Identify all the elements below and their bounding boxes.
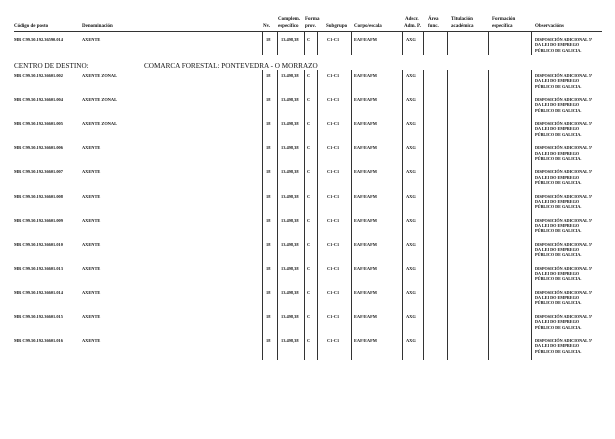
header-area-2: func. (428, 24, 439, 29)
row-complem: 13.498,38 (281, 217, 299, 223)
row-subgrupo: C1-C1 (327, 193, 340, 199)
header-titulacion-1: Titulación (451, 17, 473, 22)
row-adscr: AXG (406, 338, 416, 344)
column-rule (262, 32, 263, 55)
row-complem: 13.498,38 (281, 241, 299, 247)
header-formacion-2: específica (492, 24, 513, 29)
row-adscr: AXG (406, 169, 416, 175)
row-nv: 18 (266, 97, 271, 103)
row-nv: 18 (266, 121, 271, 127)
obs-line: DA LEI DO EMPREGO (535, 222, 580, 228)
obs-line: PÚBLICO DE GALICIA. (535, 131, 582, 137)
row-codigo: MR C99.50.192.36601.009 (14, 217, 63, 223)
row-denominacion: AXENTE ZONAL (82, 97, 118, 103)
header-complem-1: Complem. (278, 17, 301, 22)
row-forma: C (307, 265, 311, 271)
obs-line: DISPOSICIÓN ADICIONAL 5ª (535, 145, 593, 151)
row-codigo: MR C99.50.192.36601.014 (14, 289, 63, 295)
obs-line: PÚBLICO DE GALICIA. (535, 252, 582, 258)
row-subgrupo: C1-C1 (327, 97, 340, 103)
first-row-denominacion: AXENTE (82, 37, 101, 42)
row-complem: 13.498,38 (281, 73, 299, 78)
row-complem: 13.498,38 (281, 97, 299, 103)
row-subgrupo: C1-C1 (327, 265, 340, 271)
row-subgrupo: C1-C1 (327, 145, 340, 151)
row-forma: C (307, 289, 311, 295)
column-rule (447, 70, 448, 360)
row-nv: 18 (266, 265, 271, 271)
comarca-heading: COMARCA FORESTAL: PONTEVEDRA - O MORRAZO (144, 62, 318, 70)
column-rule (531, 32, 532, 55)
column-rule (402, 70, 403, 360)
obs-line: DISPOSICIÓN ADICIONAL 5ª (535, 289, 593, 295)
column-rule (317, 70, 318, 360)
header-subgrupo: Subgrupo (326, 24, 348, 29)
first-row-codigo: MR C99.50.192.36590.014 (14, 37, 63, 42)
obs-line: DA LEI DO EMPREGO (535, 150, 580, 156)
row-complem: 13.498,38 (281, 193, 299, 199)
column-rule (531, 70, 532, 360)
obs-line: PÚBLICO DE GALICIA. (535, 276, 582, 282)
row-subgrupo: C1-C1 (327, 314, 340, 319)
row-adscr: AXG (406, 145, 416, 151)
row-observaciones (535, 169, 615, 185)
row-codigo: MR C99.50.192.36601.007 (14, 169, 63, 175)
obs-line: PÚBLICO DE GALICIA. (535, 300, 582, 306)
row-nv: 18 (266, 169, 271, 175)
column-rule (351, 70, 352, 360)
row-forma: C (307, 145, 311, 151)
obs-line: PÚBLICO DE GALICIA. (535, 228, 582, 234)
obs-line: DISPOSICIÓN ADICIONAL 5ª (535, 121, 593, 127)
obs-line: DA LEI DO EMPREGO (535, 78, 580, 84)
column-rule (317, 32, 318, 55)
row-forma: C (307, 217, 311, 223)
obs-line: DISPOSICIÓN ADICIONAL 5ª (535, 265, 593, 271)
header-forma-1: Forma (305, 17, 320, 22)
header-corpo: Corpo/escala (354, 24, 382, 29)
row-observaciones (535, 290, 615, 306)
row-complem: 13.498,38 (281, 169, 299, 175)
header-formacion-1: Formación (492, 17, 516, 22)
first-row-observaciones (535, 37, 615, 53)
row-subgrupo: C1-C1 (327, 338, 340, 344)
row-forma: C (307, 169, 311, 175)
obs-line: DA LEI DO EMPREGO (535, 174, 580, 180)
header-adscr-2: Adm. P. (404, 24, 421, 29)
row-codigo: MR C99.50.192.36601.016 (14, 338, 63, 344)
obs-line: DISPOSICIÓN ADICIONAL 5ª (535, 193, 593, 199)
row-adscr: AXG (406, 217, 416, 223)
row-forma: C (307, 241, 311, 247)
row-adscr: AXG (406, 193, 416, 199)
row-adscr: AXG (406, 265, 416, 271)
obs-line: DISPOSICIÓN ADICIONAL 5ª (535, 338, 593, 344)
row-subgrupo: C1-C1 (327, 217, 340, 223)
row-denominacion: AXENTE ZONAL (82, 73, 118, 78)
row-nv: 18 (266, 193, 271, 199)
row-denominacion: AXENTE (82, 193, 101, 199)
row-observaciones (535, 121, 615, 137)
row-codigo: MR C99.50.192.36601.004 (14, 97, 63, 103)
row-denominacion: AXENTE (82, 314, 101, 319)
obs-line: PÚBLICO DE GALICIA. (535, 83, 582, 89)
obs-line: DA LEI DO EMPREGO (535, 246, 580, 252)
row-adscr: AXG (406, 289, 416, 295)
row-forma: C (307, 73, 311, 78)
row-complem: 13.498,38 (281, 265, 299, 271)
row-forma: C (307, 97, 311, 103)
first-row-nv: 18 (266, 37, 271, 42)
row-codigo: MR C99.50.192.36601.013 (14, 265, 63, 271)
obs-line: PÚBLICO DE GALICIA. (535, 47, 582, 53)
row-corpo: EAF/EAFM (354, 73, 377, 78)
column-rule (277, 70, 278, 360)
row-observaciones (535, 194, 615, 210)
header-denominacion: Denominación (82, 24, 113, 29)
row-corpo: EAF/EAFM (354, 169, 377, 175)
row-observaciones (535, 242, 615, 258)
row-nv: 18 (266, 338, 271, 344)
row-denominacion: AXENTE (82, 241, 101, 247)
header-complem-2: específico (278, 24, 299, 29)
row-corpo: EAF/EAFM (354, 314, 377, 319)
row-observaciones (535, 266, 615, 282)
column-rule (304, 70, 305, 360)
obs-line: PÚBLICO DE GALICIA. (535, 348, 582, 354)
row-codigo: MR C99.50.192.36601.010 (14, 241, 63, 247)
row-denominacion: AXENTE (82, 265, 101, 271)
row-observaciones (535, 338, 615, 354)
row-corpo: EAF/EAFM (354, 145, 377, 151)
row-forma: C (307, 314, 311, 319)
obs-line: DISPOSICIÓN ADICIONAL 5ª (535, 73, 593, 78)
row-denominacion: AXENTE (82, 338, 101, 344)
header-area-1: Área (428, 17, 439, 22)
first-row-complem: 13.498,38 (281, 37, 299, 42)
column-rule (488, 70, 489, 360)
column-rule (262, 70, 263, 360)
centro-destino-label: CENTRO DE DESTINO: (14, 62, 89, 70)
obs-line: DA LEI DO EMPREGO (535, 198, 580, 204)
obs-line: DISPOSICIÓN ADICIONAL 5ª (535, 241, 593, 247)
row-denominacion: AXENTE (82, 217, 101, 223)
row-nv: 18 (266, 314, 271, 319)
row-observaciones (535, 218, 615, 234)
row-forma: C (307, 121, 311, 127)
row-codigo: MR C99.50.192.36601.006 (14, 145, 63, 151)
row-subgrupo: C1-C1 (327, 289, 340, 295)
row-codigo: MR C99.50.192.36601.015 (14, 314, 63, 319)
row-subgrupo: C1-C1 (327, 169, 340, 175)
header-codigo: Código de posto (14, 24, 49, 29)
row-subgrupo: C1-C1 (327, 241, 340, 247)
row-observaciones (535, 73, 615, 89)
row-corpo: EAF/EAFM (354, 121, 377, 127)
row-nv: 18 (266, 73, 271, 78)
first-row-forma: C (307, 37, 311, 42)
column-rule (304, 32, 305, 55)
header-titulacion-2: académica (451, 24, 474, 29)
row-corpo: EAF/EAFM (354, 338, 377, 344)
header-rule (14, 31, 602, 32)
row-nv: 18 (266, 145, 271, 151)
row-complem: 13.498,38 (281, 314, 299, 319)
obs-line: PÚBLICO DE GALICIA. (535, 155, 582, 161)
row-codigo: MR C99.50.192.36601.002 (14, 73, 63, 78)
obs-line: DISPOSICIÓN ADICIONAL 5ª (535, 314, 593, 319)
first-row-adscr: AXG (406, 37, 416, 42)
obs-line: DISPOSICIÓN ADICIONAL 5ª (535, 217, 593, 223)
header-nv: Nv. (263, 24, 271, 29)
row-complem: 13.498,38 (281, 338, 299, 344)
row-forma: C (307, 193, 311, 199)
obs-line: PÚBLICO DE GALICIA. (535, 204, 582, 210)
row-complem: 13.498,38 (281, 145, 299, 151)
row-denominacion: AXENTE (82, 169, 101, 175)
row-denominacion: AXENTE (82, 145, 101, 151)
row-observaciones (535, 314, 615, 330)
obs-line: DISPOSICIÓN ADICIONAL 5ª (535, 97, 593, 103)
row-forma: C (307, 338, 311, 344)
header-adscr-1: Adscr. (405, 17, 419, 22)
row-nv: 18 (266, 241, 271, 247)
row-adscr: AXG (406, 97, 416, 103)
row-corpo: EAF/EAFM (354, 241, 377, 247)
row-corpo: EAF/EAFM (354, 265, 377, 271)
row-corpo: EAF/EAFM (354, 289, 377, 295)
column-rule (351, 32, 352, 55)
first-row-subgrupo: C1-C1 (327, 37, 340, 42)
obs-line: DA LEI DO EMPREGO (535, 295, 580, 301)
obs-line: DA LEI DO EMPREGO (535, 42, 580, 48)
obs-line: DA LEI DO EMPREGO (535, 271, 580, 277)
obs-line: DA LEI DO EMPREGO (535, 343, 580, 349)
row-corpo: EAF/EAFM (354, 217, 377, 223)
header-observaciones: Observacións (535, 24, 564, 29)
column-rule (277, 32, 278, 55)
column-rule (423, 32, 424, 55)
row-denominacion: AXENTE (82, 289, 101, 295)
column-rule (402, 32, 403, 55)
header-forma-2: prov. (305, 24, 316, 29)
obs-line: DA LEI DO EMPREGO (535, 319, 580, 325)
row-observaciones (535, 97, 615, 113)
row-corpo: EAF/EAFM (354, 97, 377, 103)
row-adscr: AXG (406, 73, 416, 78)
obs-line: DISPOSICIÓN ADICIONAL 5ª (535, 169, 593, 175)
row-complem: 13.498,38 (281, 289, 299, 295)
column-rule (488, 32, 489, 55)
row-adscr: AXG (406, 121, 416, 127)
row-nv: 18 (266, 289, 271, 295)
first-row-corpo: EAF/EAFM (354, 37, 377, 42)
row-complem: 13.498,38 (281, 121, 299, 127)
obs-line: PÚBLICO DE GALICIA. (535, 107, 582, 113)
obs-line: DA LEI DO EMPREGO (535, 126, 580, 132)
row-codigo: MR C99.50.192.36601.008 (14, 193, 63, 199)
row-adscr: AXG (406, 241, 416, 247)
row-nv: 18 (266, 217, 271, 223)
row-subgrupo: C1-C1 (327, 73, 340, 78)
obs-line: DA LEI DO EMPREGO (535, 102, 580, 108)
row-subgrupo: C1-C1 (327, 121, 340, 127)
column-rule (447, 32, 448, 55)
row-adscr: AXG (406, 314, 416, 319)
row-observaciones (535, 145, 615, 161)
row-corpo: EAF/EAFM (354, 193, 377, 199)
obs-line: DISPOSICIÓN ADICIONAL 5ª (535, 37, 593, 42)
obs-line: PÚBLICO DE GALICIA. (535, 179, 582, 185)
row-denominacion: AXENTE ZONAL (82, 121, 118, 127)
obs-line: PÚBLICO DE GALICIA. (535, 324, 582, 330)
column-rule (423, 70, 424, 360)
row-codigo: MR C99.50.192.36601.005 (14, 121, 63, 127)
